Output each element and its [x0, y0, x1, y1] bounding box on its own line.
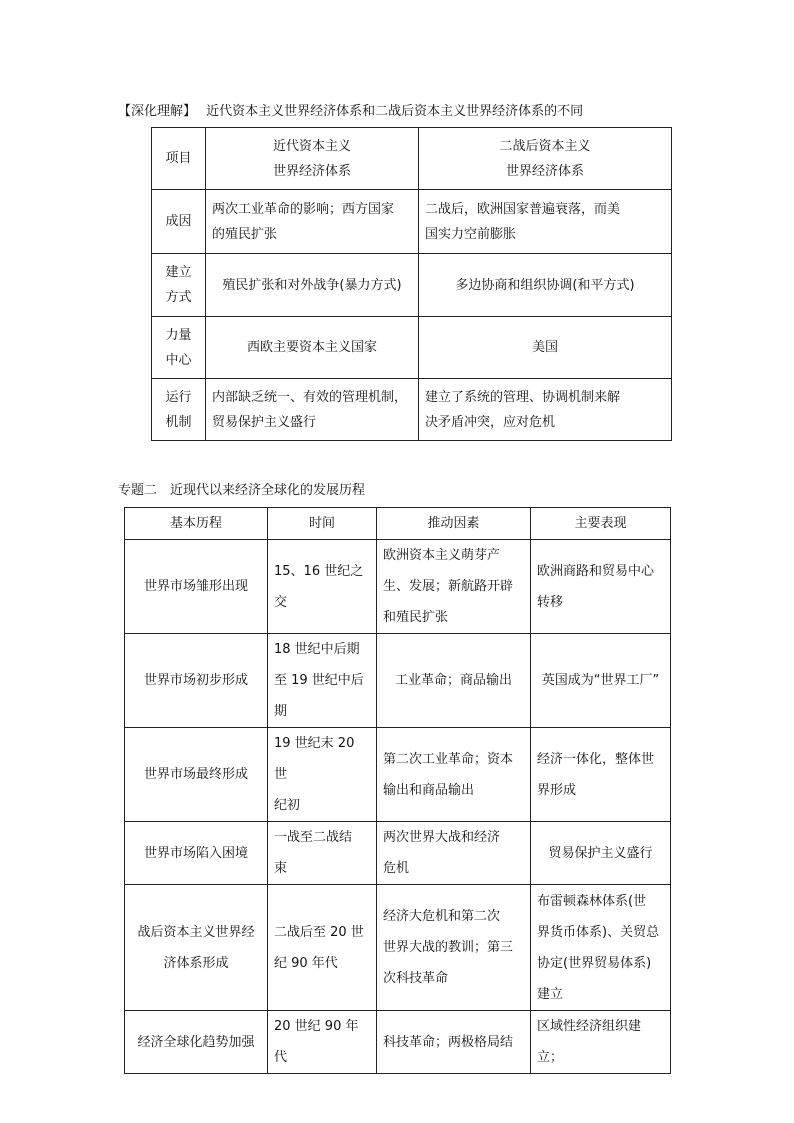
table-cell: 15、16 世纪之交: [268, 540, 377, 634]
table-row: [152, 317, 672, 379]
section1-title: 近代资本主义世界经济体系和二战后资本主义世界经济体系的不同: [206, 104, 584, 119]
table-cell: 布雷顿森林体系(世 界货币体系)、关贸总 协定(世界贸易体系) 建立: [531, 885, 671, 1011]
table-row: [152, 254, 672, 317]
table-row: [152, 379, 672, 441]
table-cell: 战后资本主义世界经 济体系形成: [125, 885, 268, 1011]
header-cell: 近代资本主义 世界经济体系: [206, 128, 419, 190]
header-cell: 基本历程: [125, 508, 268, 540]
table-cell: 19 世纪末 20 世 纪初: [268, 728, 377, 822]
table-cell: 区域性经济组织建立；: [531, 1011, 671, 1074]
table-cell: 经济全球化趋势加强: [125, 1011, 268, 1074]
table-row: [125, 728, 671, 822]
table-row: [125, 634, 671, 728]
table-cell: 美国: [419, 317, 672, 379]
table-cell: 经济一体化，整体世 界形成: [531, 728, 671, 822]
header-cell: 推动因素: [377, 508, 531, 540]
header-cell: 时间: [268, 508, 377, 540]
history-table: [124, 507, 671, 1074]
table-cell: 二战后，欧洲国家普遍衰落，而美 国实力空前膨胀: [419, 190, 672, 254]
table-row: [125, 822, 671, 885]
table-row: [125, 540, 671, 634]
table-cell: 贸易保护主义盛行: [531, 822, 671, 885]
section2-heading: 专题二 近现代以来经济全球化的发展历程: [118, 483, 366, 498]
table-cell: 殖民扩张和对外战争(暴力方式): [206, 254, 419, 317]
table-cell: 英国成为“世界工厂”: [531, 634, 671, 728]
table-cell: 第二次工业革命；资本 输出和商品输出: [377, 728, 531, 822]
table-cell: 经济大危机和第二次 世界大战的教训；第三 次科技革命: [377, 885, 531, 1011]
table-row: [152, 190, 672, 254]
row-label: 力量 中心: [152, 317, 206, 379]
section1-tag: 【深化理解】: [118, 104, 197, 119]
table-row: [125, 1011, 671, 1074]
table-cell: 科技革命；两极格局结: [377, 1011, 531, 1074]
table-cell: 世界市场初步形成: [125, 634, 268, 728]
comparison-table: [151, 127, 672, 441]
table-cell: 西欧主要资本主义国家: [206, 317, 419, 379]
table-cell: 欧洲商路和贸易中心 转移: [531, 540, 671, 634]
table-cell: 欧洲资本主义萌芽产 生、发展；新航路开辟 和殖民扩张: [377, 540, 531, 634]
table-cell: 18 世纪中后期 至 19 世纪中后 期: [268, 634, 377, 728]
header-cell: 主要表现: [531, 508, 671, 540]
table-cell: 世界市场雏形出现: [125, 540, 268, 634]
row-label: 成因: [152, 190, 206, 254]
table-cell: 二战后至 20 世 纪 90 年代: [268, 885, 377, 1011]
table-cell: 一战至二战结 束: [268, 822, 377, 885]
table-header-row: [125, 508, 671, 540]
table-cell: 世界市场最终形成: [125, 728, 268, 822]
header-cell: 二战后资本主义 世界经济体系: [419, 128, 672, 190]
table-cell: 两次工业革命的影响；西方国家 的殖民扩张: [206, 190, 419, 254]
table-cell: 世界市场陷入困境: [125, 822, 268, 885]
row-label: 运行 机制: [152, 379, 206, 441]
section1-heading: [118, 103, 583, 121]
table-row: [125, 885, 671, 1011]
table-cell: 建立了系统的管理、协调机制来解 决矛盾冲突，应对危机: [419, 379, 672, 441]
table-cell: 两次世界大战和经济 危机: [377, 822, 531, 885]
table-cell: 多边协商和组织协调(和平方式): [419, 254, 672, 317]
header-cell: 项目: [152, 128, 206, 190]
table-cell: 20 世纪 90 年代: [268, 1011, 377, 1074]
table-header-row: [152, 128, 672, 190]
row-label: 建立 方式: [152, 254, 206, 317]
table-cell: 工业革命；商品输出: [377, 634, 531, 728]
table-cell: 内部缺乏统一、有效的管理机制， 贸易保护主义盛行: [206, 379, 419, 441]
